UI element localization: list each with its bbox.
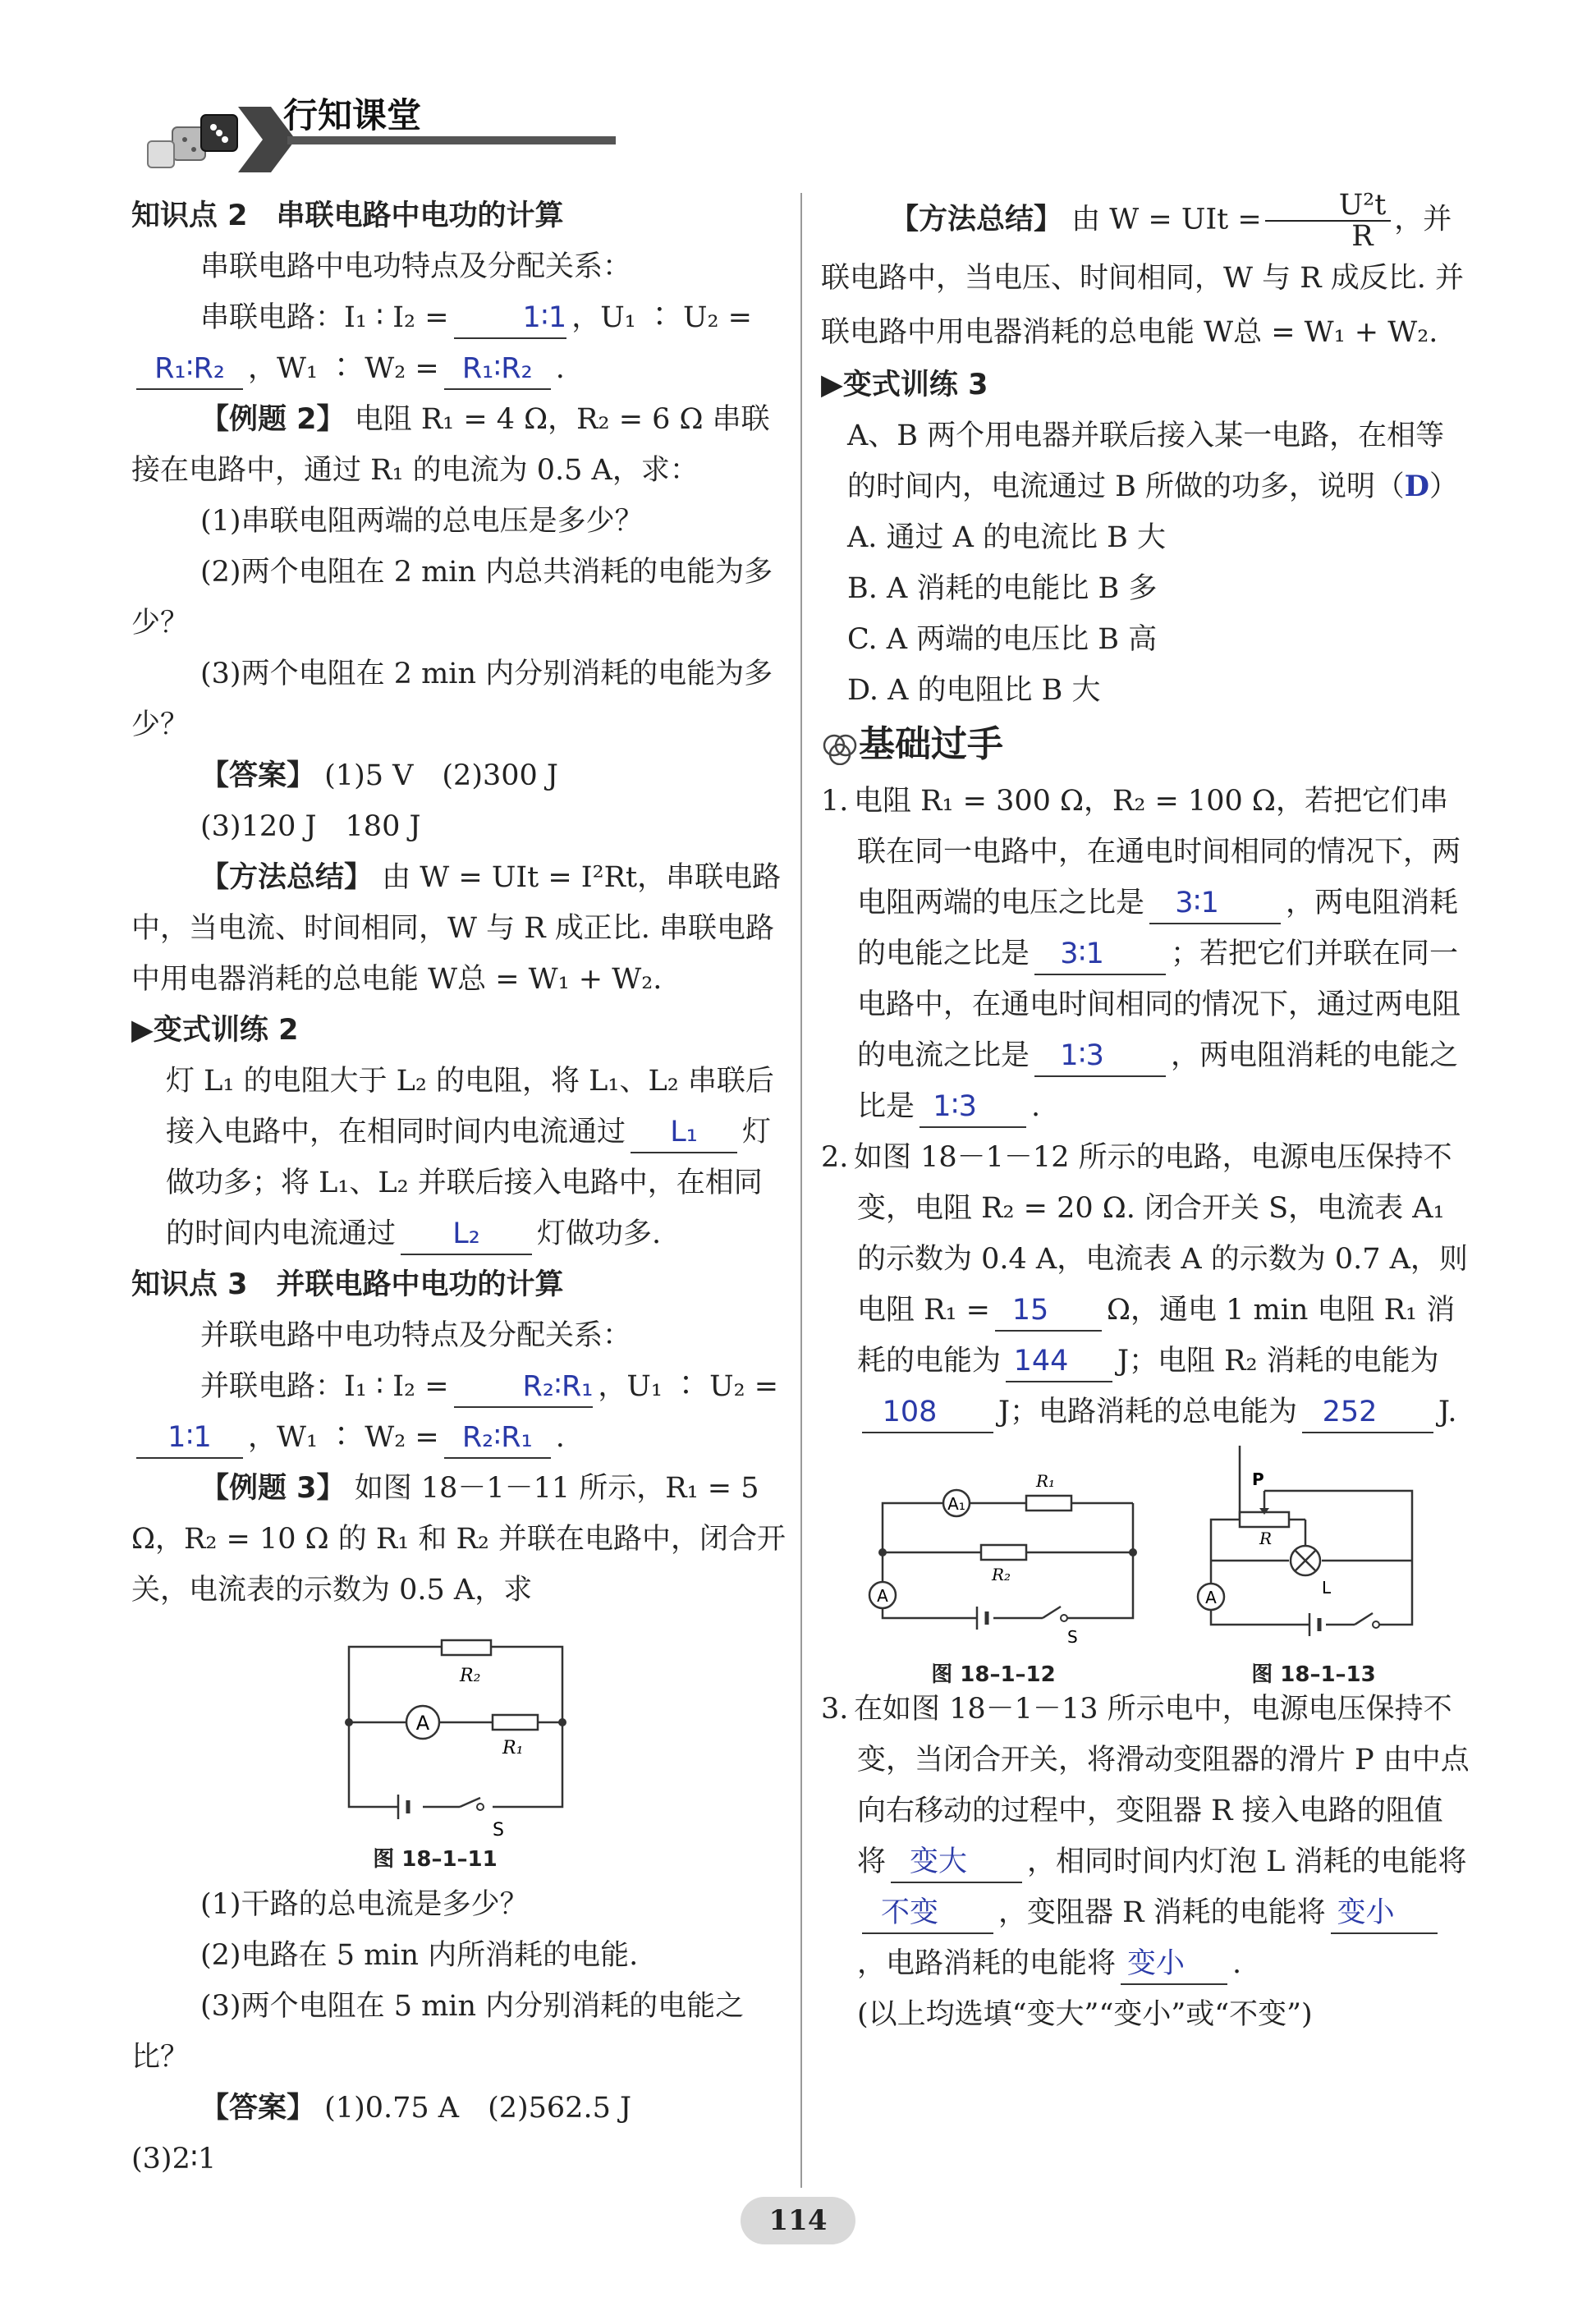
example-2-q3: (3)两个电阻在 2 min 内分别消耗的电能为多少？ [131,658,773,741]
knowledge-point-3-title: 知识点 3 并联电路中电功的计算 [131,1268,564,1301]
rings-icon [821,732,859,765]
example-3-q1: (1)干路的总电流是多少？ [200,1888,529,1921]
answer-blank: 不变 [862,1893,993,1934]
fraction-denominator: R [1351,220,1374,253]
example-3 [131,1463,788,1616]
basic-practice-title: 基础过手 [859,723,1003,765]
paren-close: ） [1429,470,1458,503]
answer-blank: 252 [1302,1392,1433,1433]
question-3 [821,1684,1470,1989]
q1-text-c: ；若把它们并联在同一电路中，在通电时间相同的情况下，通过两电阻的电流之比是 [857,938,1461,1072]
fraction [1265,190,1392,251]
ammeter-a-label: A [877,1586,888,1606]
figures-12-13 [821,1446,1470,1687]
option-b: B. A 消耗的电能比 B 多 [847,572,1158,605]
header-title: 行知课堂 [283,95,422,135]
r2-label: R₂ [460,1666,481,1686]
k2-line2 [131,343,788,394]
k3-l2b: . [555,1421,565,1454]
q3-text-a: 在如图 18－1－13 所示电中，电源电压保持不变，当闭合开关，将滑动变阻器的滑片 P 由中点向右移动的过程中，变阻器 R 接入电路的阻值将 [854,1693,1470,1878]
k2-line1 [131,292,788,343]
answer-blank: L₁ [631,1112,737,1153]
example-3-answer-2: (3)2∶1 [131,2143,217,2175]
left-column [131,190,788,2185]
q2-text-a: 如图 18－1－12 所示的电路，电源电压保持不变，电阻 R₂ = 20 Ω. 闭合开关 S，电流表 A₁ 的示数为 0.4 A，电流表 A 的示数为 0.7 A，则电阻 R₁ = [854,1141,1468,1327]
answer-blank: 1∶3 [920,1087,1026,1128]
q3-text-b: ，相同时间内灯泡 L 消耗的电能将 [1027,1845,1467,1878]
example-2-answer-2: (3)120 J 180 J [200,810,421,843]
answer-tag: 【答案】 [200,2092,316,2125]
q3-text-d: ，电路消耗的电能将 [857,1947,1117,1980]
question-2 [821,1132,1470,1437]
switch-label: S [1067,1627,1078,1647]
q2-text-e: J. [1438,1396,1457,1428]
method-summary-3-b: ，并联电路中，当电压、时间相同，W 与 R 成反比. 并联电路中用电器消耗的总电能 W总 = W₁ + W₂. [821,203,1464,349]
k3-line1 [131,1361,788,1412]
question-1 [821,776,1470,1132]
example-2-q1: (1)串联电阻两端的总电压是多少？ [200,505,644,538]
answer-blank: R₁∶R₂ [444,349,551,390]
answer-blank: R₁∶R₂ [136,349,243,390]
rheostat-r-label: R [1259,1529,1273,1548]
page-number: 114 [741,2197,855,2244]
answer-blank: 3∶1 [1149,883,1281,924]
method-tag: 【方法总结】 [200,861,374,894]
method-summary-3-a: 由 W = UIt = [1071,203,1262,236]
example-tag: 【例题 3】 [200,1472,346,1505]
option-a: A. 通过 A 的电流比 B 大 [847,521,1167,554]
answer-blank: 1∶1 [454,298,567,339]
dice-icon [148,115,237,167]
method-summary-2-text: 由 W = UIt = I²Rt，串联电路中，当电流、时间相同，W 与 R 成正比. 串联电路中用电器消耗的总电能 W总 = W₁ + W₂. [131,861,782,996]
fraction-numerator: U²t [1265,190,1392,222]
k2-l1b: ，U₁ ∶ U₂ = [571,301,752,334]
question-3-note: (以上均选填“变大”“变小”或“不变”) [857,1998,1313,2031]
q1-text-a: 电阻 R₁ = 300 Ω，R₂ = 100 Ω，若把它们串联在同一电路中，在通电时间相同的情况下，两电阻两端的电压之比是 [854,785,1461,919]
question-number: 1. [821,785,849,818]
ammeter-a1-label: A₁ [947,1494,965,1514]
method-summary-2 [131,852,788,1005]
answer-blank: 1∶3 [1034,1036,1166,1077]
method-summary-3 [821,190,1470,360]
q2-text-b: Ω，通电 1 min 电阻 R₁ 消耗的电能为 [857,1294,1456,1378]
basic-practice-heading [821,716,1470,776]
slider-p-label: P [1252,1469,1264,1489]
r1-label: R₁ [1036,1471,1056,1491]
answer-blank: L₂ [401,1214,532,1255]
answer-blank: 1∶1 [136,1418,243,1459]
method-tag: 【方法总结】 [890,203,1063,236]
option-d: D. A 的电阻比 B 大 [847,674,1101,707]
q2-text-d: J；电路消耗的总电能为 [998,1396,1298,1428]
k3-l1a: 并联电路：I₁ ∶ I₂ = [200,1370,449,1403]
example-tag: 【例题 2】 [200,403,346,436]
variant-training-3-title: ▶变式训练 3 [821,369,988,401]
k3-line2 [131,1412,788,1463]
answer-blank: 108 [862,1392,993,1433]
figure-18-1-11 [131,1622,788,1840]
example-2-answer [131,750,788,801]
example-3-answer-1: (1)0.75 A (2)562.5 J [324,2092,631,2125]
answer-blank: R₂∶R₁ [444,1418,551,1459]
q1-text-d: ，两电阻消耗的电能之比是 [857,1039,1459,1123]
answer-blank: R₂∶R₁ [454,1367,594,1408]
example-2-text: 电阻 R₁ = 4 Ω，R₂ = 6 Ω 串联接在电路中，通过 R₁ 的电流为 0.5 A，求： [131,403,770,487]
option-c: C. A 两端的电压比 B 高 [847,623,1158,656]
q3-text-c: ，变阻器 R 消耗的电能将 [998,1896,1326,1929]
example-3-q3: (3)两个电阻在 5 min 内分别消耗的电能之比？ [131,1990,745,2074]
variant-training-2 [131,1056,788,1259]
answer-tag: 【答案】 [200,759,316,792]
k2-l1a: 串联电路：I₁ ∶ I₂ = [200,301,449,334]
example-2 [131,394,788,496]
figure-18-1-11-caption: 图 18–1–11 [373,1847,498,1872]
example-3-q2: (2)电路在 5 min 内所消耗的电能. [200,1939,639,1972]
example-3-answer [131,2083,788,2134]
variant-training-3 [821,410,1470,512]
answer-blank: 144 [1006,1341,1112,1382]
k3-l1b: ，U₁ ∶ U₂ = [598,1370,779,1403]
v3-question: A、B 两个用电器并联后接入某一电路，在相等的时间内，电流通过 B 所做的功多，说明 [847,419,1445,503]
question-number: 3. [821,1693,849,1726]
example-2-q2: (2)两个电阻在 2 min 内总共消耗的电能为多少？ [131,556,773,640]
variant-training-2-title: ▶变式训练 2 [131,1014,299,1047]
q1-text-e: . [1031,1090,1041,1123]
r2-label: R₂ [992,1565,1011,1584]
figure-18-1-12-caption: 图 18–1–12 [931,1662,1056,1687]
paren-open: （ [1375,470,1405,503]
k2-l2b: . [555,352,565,385]
q1-text-b: ，两电阻消耗的电能之比是 [857,887,1459,970]
v2-text-a: 灯 L₁ 的电阻大于 L₂ 的电阻，将 L₁、L₂ 串联后接入电路中，在相同时间内电流通过 [166,1065,774,1148]
circuit-diagrams-12-13 [821,1446,1470,1651]
question-number: 2. [821,1141,849,1174]
example-3-text: 如图 18－1－11 所示，R₁ = 5 Ω，R₂ = 10 Ω 的 R₁ 和 R₂ 并联在电路中，闭合开关，电流表的示数为 0.5 A，求 [131,1472,787,1607]
choice-answer: D [1404,470,1429,503]
switch-label: S [493,1820,504,1840]
v2-text-c: 灯做功多. [537,1217,662,1250]
column-divider [800,193,802,2188]
ammeter-label: A [415,1712,430,1735]
lamp-l-label: L [1322,1578,1332,1598]
answer-blank: 变小 [1331,1893,1438,1934]
answer-blank: 3∶1 [1034,934,1166,975]
example-2-answer-1: (1)5 V (2)300 J [324,759,558,792]
answer-paren [1376,461,1458,512]
answer-blank: 变小 [1121,1944,1227,1985]
q3-text-e: . [1232,1947,1242,1980]
circuit-diagram-18-1-11 [131,1622,788,1840]
k3-l2a: ，W₁ ∶ W₂ = [248,1421,439,1454]
k2-l2a: ，W₁ ∶ W₂ = [248,352,439,385]
right-column [821,190,1470,2040]
answer-blank: 15 [995,1291,1102,1332]
q2-text-c: J；电阻 R₂ 消耗的电能为 [1117,1345,1439,1378]
answer-blank: 变大 [891,1842,1022,1883]
k3-intro: 并联电路中电功特点及分配关系： [200,1319,632,1352]
figure-18-1-13-caption: 图 18–1–13 [1251,1662,1376,1687]
r1-label: R₁ [502,1738,524,1758]
v2-text-b: 灯做功多；将 L₁、L₂ 并联后接入电路中，在相同的时间内电流通过 [166,1116,772,1250]
knowledge-point-2-title: 知识点 2 串联电路中电功的计算 [131,199,564,232]
ammeter-label: A [1205,1588,1217,1607]
k2-intro: 串联电路中电功特点及分配关系： [200,250,632,283]
